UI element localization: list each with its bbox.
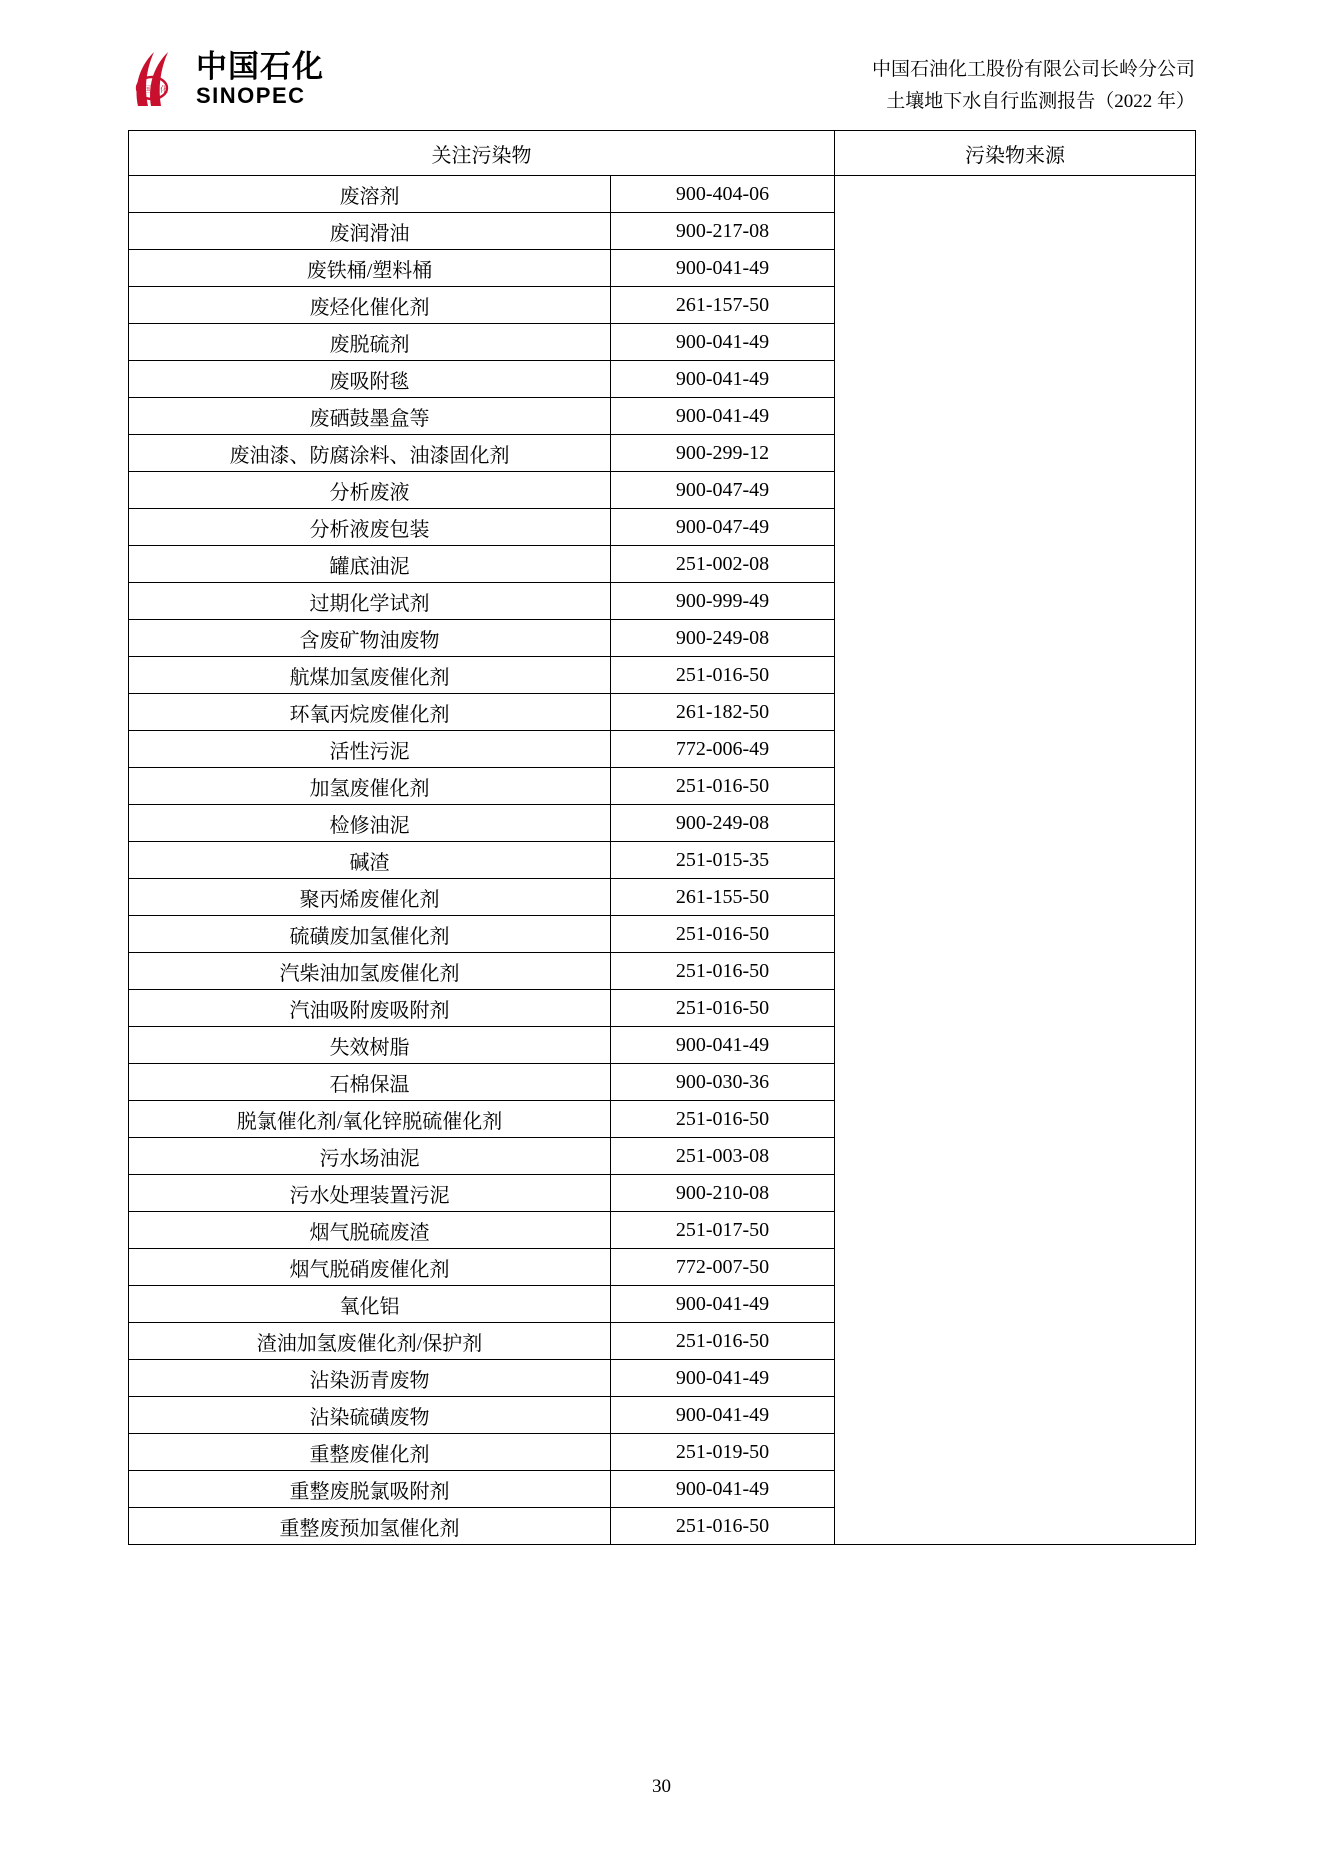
table-header-row bbox=[129, 131, 1196, 176]
pollutant-code-cell: 900-249-08 bbox=[611, 620, 835, 657]
pollutant-code-cell: 900-030-36 bbox=[611, 1064, 835, 1101]
pollutant-code-cell: 251-016-50 bbox=[611, 657, 835, 694]
pollutant-name-cell: 含废矿物油废物 bbox=[129, 620, 611, 657]
logo-chinese-name: 中国石化 bbox=[196, 49, 324, 84]
pollutant-code-cell: 772-007-50 bbox=[611, 1249, 835, 1286]
page-header bbox=[128, 48, 1195, 120]
pollutant-name-cell: 检修油泥 bbox=[129, 805, 611, 842]
table-row bbox=[129, 176, 1196, 213]
header-pollutant: 关注污染物 bbox=[129, 131, 835, 176]
pollutant-name-cell: 沾染硫磺废物 bbox=[129, 1397, 611, 1434]
pollutant-name-cell: 失效树脂 bbox=[129, 1027, 611, 1064]
pollutant-name-cell: 硫磺废加氢催化剂 bbox=[129, 916, 611, 953]
page-number: 30 bbox=[652, 1776, 671, 1797]
pollutant-code-cell: 900-041-49 bbox=[611, 1471, 835, 1508]
pollutant-name-cell: 污水场油泥 bbox=[129, 1138, 611, 1175]
logo-wordmark bbox=[196, 51, 324, 107]
pollutant-name-cell: 罐底油泥 bbox=[129, 546, 611, 583]
header-company-name: 中国石油化工股份有限公司长岭分公司 bbox=[871, 59, 1195, 80]
pollutant-name-cell: 氧化铝 bbox=[129, 1286, 611, 1323]
sinopec-logo bbox=[128, 48, 324, 110]
pollutant-code-cell: 251-003-08 bbox=[611, 1138, 835, 1175]
pollutant-code-cell: 251-019-50 bbox=[611, 1434, 835, 1471]
pollutant-name-cell: 废油漆、防腐涂料、油漆固化剂 bbox=[129, 435, 611, 472]
pollutant-code-cell: 900-249-08 bbox=[611, 805, 835, 842]
pollutant-name-cell: 废脱硫剂 bbox=[129, 324, 611, 361]
pollutant-name-cell: 脱氯催化剂/氧化锌脱硫催化剂 bbox=[129, 1101, 611, 1138]
pollutant-code-cell: 900-299-12 bbox=[611, 435, 835, 472]
pollutant-code-cell: 900-041-49 bbox=[611, 1397, 835, 1434]
pollutant-name-cell: 加氢废催化剂 bbox=[129, 768, 611, 805]
pollutant-code-cell: 900-999-49 bbox=[611, 583, 835, 620]
header-report-title: 土壤地下水自行监测报告（2022 年） bbox=[886, 91, 1195, 112]
pollutant-code-cell: 261-182-50 bbox=[611, 694, 835, 731]
pollutant-code-cell: 900-041-49 bbox=[611, 1286, 835, 1323]
pollutant-code-cell: 900-041-49 bbox=[611, 250, 835, 287]
pollutant-name-cell: 废硒鼓墨盒等 bbox=[129, 398, 611, 435]
pollutant-code-cell: 251-016-50 bbox=[611, 1323, 835, 1360]
pollutant-name-cell: 活性污泥 bbox=[129, 731, 611, 768]
header-source: 污染物来源 bbox=[835, 131, 1196, 176]
pollutant-name-cell: 渣油加氢废催化剂/保护剂 bbox=[129, 1323, 611, 1360]
pollutant-name-cell: 污水处理装置污泥 bbox=[129, 1175, 611, 1212]
pollutant-code-cell: 251-016-50 bbox=[611, 1508, 835, 1545]
pollutant-code-cell: 251-015-35 bbox=[611, 842, 835, 879]
pollutant-name-cell: 沾染沥青废物 bbox=[129, 1360, 611, 1397]
pollutant-code-cell: 900-041-49 bbox=[611, 1360, 835, 1397]
pollutant-code-cell: 900-210-08 bbox=[611, 1175, 835, 1212]
pollutant-table-container bbox=[128, 130, 1195, 1545]
pollutant-name-cell: 石棉保温 bbox=[129, 1064, 611, 1101]
pollutant-code-cell: 900-047-49 bbox=[611, 509, 835, 546]
pollutant-name-cell: 汽柴油加氢废催化剂 bbox=[129, 953, 611, 990]
pollutant-name-cell: 环氧丙烷废催化剂 bbox=[129, 694, 611, 731]
pollutant-source-cell bbox=[835, 176, 1196, 1545]
pollutant-name-cell: 废溶剂 bbox=[129, 176, 611, 213]
pollutant-name-cell: 聚丙烯废催化剂 bbox=[129, 879, 611, 916]
pollutant-code-cell: 772-006-49 bbox=[611, 731, 835, 768]
pollutant-name-cell: 过期化学试剂 bbox=[129, 583, 611, 620]
pollutant-code-cell: 261-157-50 bbox=[611, 287, 835, 324]
pollutant-name-cell: 分析液废包装 bbox=[129, 509, 611, 546]
pollutant-code-cell: 251-016-50 bbox=[611, 916, 835, 953]
pollutant-code-cell: 900-047-49 bbox=[611, 472, 835, 509]
pollutant-name-cell: 废润滑油 bbox=[129, 213, 611, 250]
pollutant-name-cell: 烟气脱硫废渣 bbox=[129, 1212, 611, 1249]
header-title-block bbox=[872, 54, 1195, 118]
pollutant-code-cell: 900-217-08 bbox=[611, 213, 835, 250]
pollutant-code-cell: 900-041-49 bbox=[611, 361, 835, 398]
pollutant-name-cell: 重整废预加氢催化剂 bbox=[129, 1508, 611, 1545]
pollutant-code-cell: 251-016-50 bbox=[611, 1101, 835, 1138]
pollutant-code-cell: 251-016-50 bbox=[611, 768, 835, 805]
pollutant-name-cell: 废烃化催化剂 bbox=[129, 287, 611, 324]
pollutant-name-cell: 碱渣 bbox=[129, 842, 611, 879]
pollutant-name-cell: 汽油吸附废吸附剂 bbox=[129, 990, 611, 1027]
pollutant-code-cell: 251-002-08 bbox=[611, 546, 835, 583]
pollutant-code-cell: 251-016-50 bbox=[611, 953, 835, 990]
pollutant-code-cell: 251-017-50 bbox=[611, 1212, 835, 1249]
sinopec-emblem-icon bbox=[128, 48, 186, 110]
pollutant-code-cell: 900-041-49 bbox=[611, 324, 835, 361]
pollutant-code-cell: 261-155-50 bbox=[611, 879, 835, 916]
pollutant-code-cell: 900-041-49 bbox=[611, 398, 835, 435]
pollutant-name-cell: 废铁桶/塑料桶 bbox=[129, 250, 611, 287]
table-body bbox=[129, 176, 1196, 1545]
svg-text:中国石化: 中国石化 bbox=[136, 85, 168, 94]
pollutant-name-cell: 重整废催化剂 bbox=[129, 1434, 611, 1471]
pollutant-name-cell: 烟气脱硝废催化剂 bbox=[129, 1249, 611, 1286]
logo-english-name: SINOPEC bbox=[196, 83, 306, 108]
pollutant-name-cell: 分析废液 bbox=[129, 472, 611, 509]
pollutant-table bbox=[128, 130, 1196, 1545]
pollutant-name-cell: 航煤加氢废催化剂 bbox=[129, 657, 611, 694]
pollutant-name-cell: 重整废脱氯吸附剂 bbox=[129, 1471, 611, 1508]
pollutant-name-cell: 废吸附毯 bbox=[129, 361, 611, 398]
pollutant-code-cell: 251-016-50 bbox=[611, 990, 835, 1027]
pollutant-code-cell: 900-404-06 bbox=[611, 176, 835, 213]
pollutant-code-cell: 900-041-49 bbox=[611, 1027, 835, 1064]
